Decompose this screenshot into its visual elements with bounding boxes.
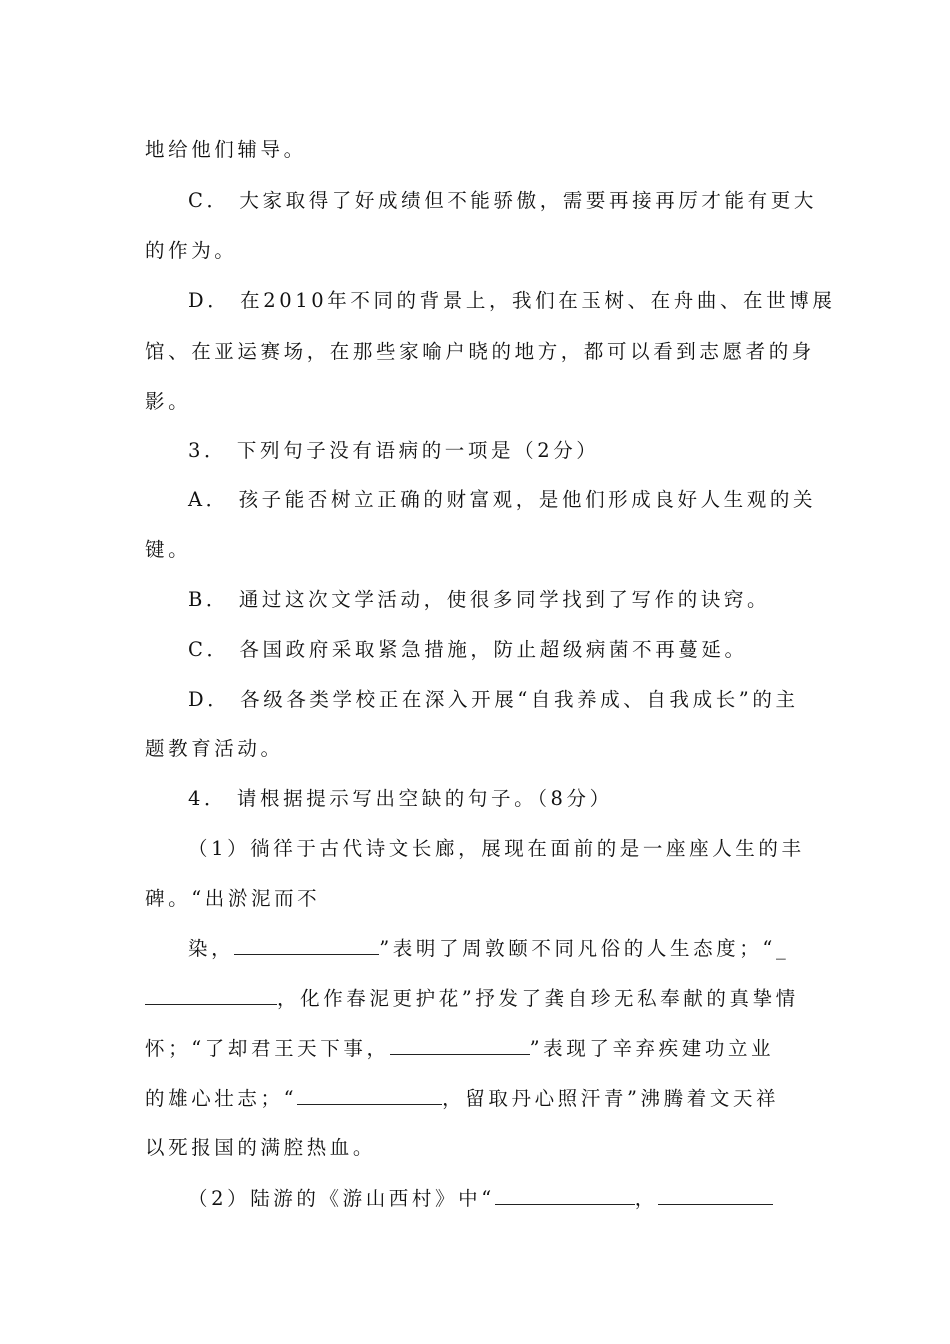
- text-line: 地给他们辅导。: [145, 138, 307, 161]
- sub-question-2: [188, 1184, 773, 1214]
- text-line: 键。: [145, 538, 192, 561]
- answer-blank[interactable]: [658, 1186, 773, 1205]
- answer-blank[interactable]: [145, 986, 277, 1005]
- text-line: 馆、在亚运赛场，在那些家喻户晓的地方，都可以看到志愿者的身: [145, 340, 815, 363]
- question-3: 3． 下列句子没有语病的一项是（2分）: [188, 439, 600, 462]
- text-line: 影。: [145, 390, 192, 413]
- text-line: 碑。“出淤泥而不: [145, 887, 321, 910]
- text-segment: ，: [634, 1187, 658, 1210]
- option-c-line: C． 各国政府采取紧急措施，防止超级病菌不再蔓延。: [188, 638, 748, 661]
- text-segment: ”表现了辛弃疾建功立业: [529, 1037, 775, 1060]
- answer-blank[interactable]: [390, 1036, 530, 1055]
- text-segment: （2）陆游的《游山西村》中“: [188, 1187, 495, 1210]
- option-d-line: D． 在2010年不同的背景上，我们在玉树、在舟曲、在世博展: [188, 289, 836, 312]
- answer-blank[interactable]: [297, 1086, 442, 1105]
- fill-line: [145, 1084, 779, 1114]
- answer-blank[interactable]: [495, 1186, 635, 1205]
- text-line: 的作为。: [145, 239, 238, 262]
- text-segment: ，化作春泥更护花”抒发了龚自珍无私奉献的真挚情: [277, 987, 799, 1010]
- option-b-line: B． 通过这次文学活动，使很多同学找到了写作的诀窍。: [188, 588, 771, 611]
- option-d-line: D． 各级各类学校正在深入开展“自我养成、自我成长”的主: [188, 688, 799, 711]
- text-segment: ，留取丹心照汗青”沸腾着文天祥: [442, 1087, 780, 1110]
- fill-line: [145, 1034, 774, 1064]
- text-segment: ”表明了周敦颐不同凡俗的人生态度；“_: [379, 937, 790, 960]
- option-c-line: C． 大家取得了好成绩但不能骄傲，需要再接再厉才能有更大: [188, 189, 817, 212]
- sub-question-1: （1）徜徉于古代诗文长廊，展现在面前的是一座座人生的丰: [188, 837, 805, 860]
- answer-blank[interactable]: [234, 936, 379, 955]
- option-a-line: A． 孩子能否树立正确的财富观，是他们形成良好人生观的关: [188, 488, 817, 511]
- fill-line: [145, 984, 799, 1014]
- text-segment: 怀；“了却君王天下事，: [145, 1037, 390, 1060]
- text-segment: 的雄心壮志；“: [145, 1087, 298, 1110]
- fill-line: [188, 934, 789, 964]
- text-line: 题教育活动。: [145, 737, 284, 760]
- question-4: 4． 请根据提示写出空缺的句子。（8分）: [188, 787, 613, 810]
- text-line: 以死报国的满腔热血。: [145, 1136, 377, 1159]
- text-segment: 染，: [188, 937, 235, 960]
